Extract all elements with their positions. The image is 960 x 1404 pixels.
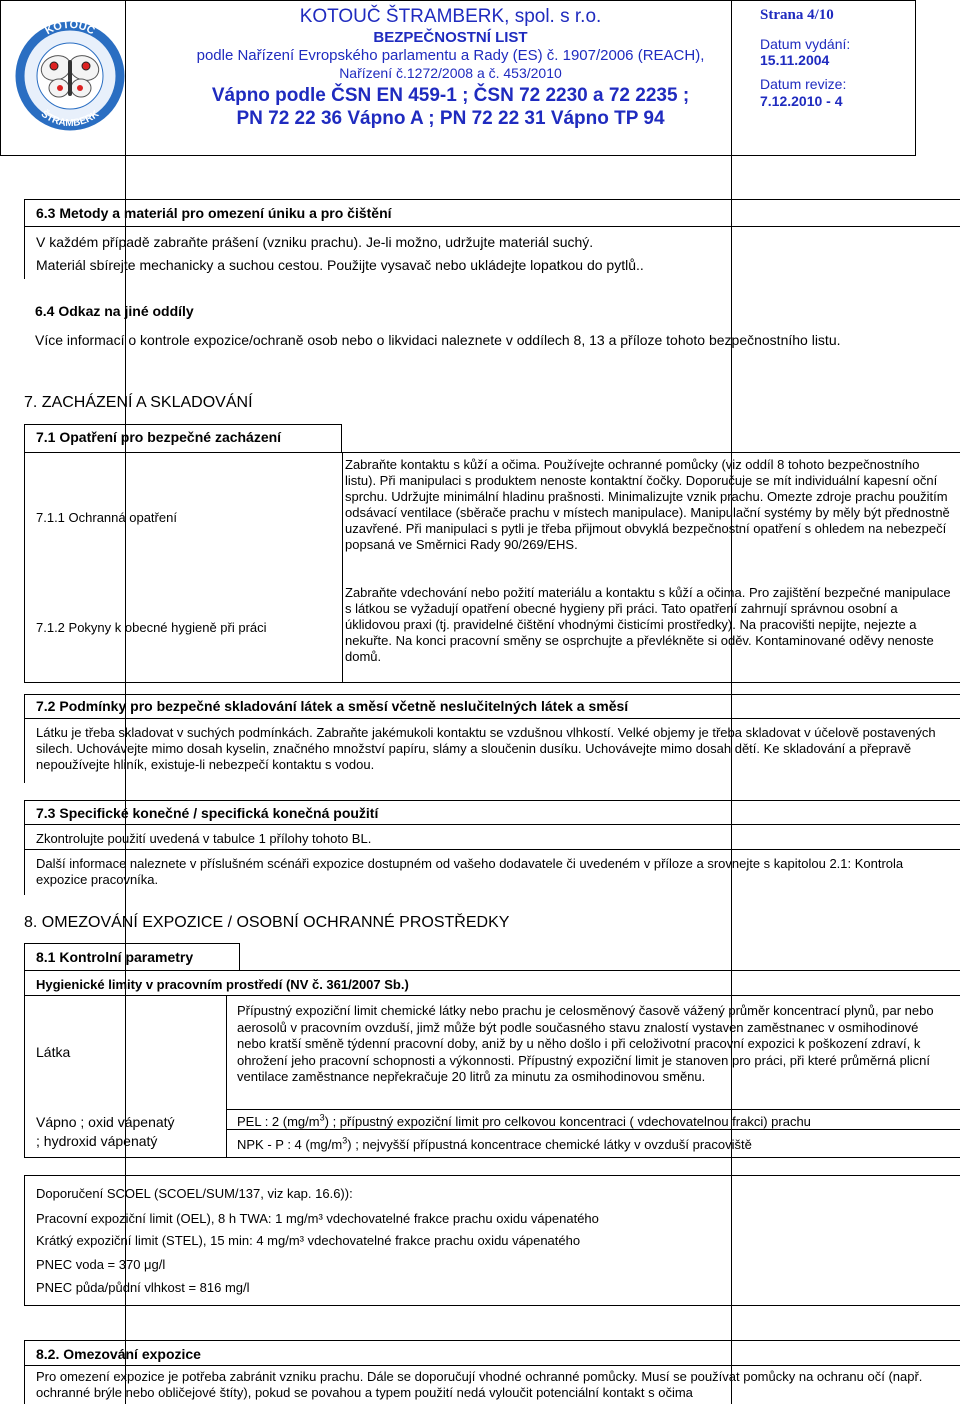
section-8-2-text: Pro omezení expozice je potřeba zabránit vzniku prachu. Dále se doporučují vhodné ochranné pomůcky. Musí se používat pomůcky na ochranu očí (např. ochranné brýle nebo obličejové štíty), pokud se povahou a typem použití nedá vyloučit potenciální kontakt s očima [36, 1369, 923, 1400]
section-7-3-text-2: Další informace naleznete v příslušném scénáři expozice dostupném od vašeho dodavatele či uvedeném v příloze a srovnejte s kapitolou 2.1: Kontrola expozice pracovníka. [36, 856, 904, 887]
section-7-2-body [24, 718, 960, 783]
substance-name-line-1: Vápno ; oxid vápenatý [36, 1114, 175, 1130]
scoel-line: Doporučení SCOEL (SCOEL/SUM/137, viz kap. 16.6)): [36, 1186, 353, 1201]
section-6-3-title-box [24, 199, 960, 227]
scoel-line: PNEC půda/půdní vlhkost = 816 mg/l [36, 1280, 250, 1295]
row-divider [25, 1365, 960, 1366]
substance-name-line-2: ; hydroxid vápenatý [36, 1133, 158, 1149]
npk-value: NPK - P : 4 $(mg/m^3)$ ; nejvyšší přípustná koncentrace chemické látky v ovzduší pracoviště [237, 1135, 752, 1152]
section-7-3-body-1 [24, 824, 960, 850]
scoel-line: Pracovní expoziční limit (OEL), 8 h TWA: 1 mg/m³ vdechovatelné frakce prachu oxidu vápenatého [36, 1211, 599, 1226]
scoel-box [24, 1175, 960, 1306]
section-6-3-line-1: V každém případě zabraňte prášení (vzniku prachu). Je-li možno, udržujte materiál suchý. [36, 234, 594, 250]
section-7-3-title-box [24, 800, 960, 825]
company-name: KOTOUČ ŠTRAMBERK, spol. s r.o. [299, 6, 602, 27]
column-header-substance: Látka [36, 1044, 71, 1060]
section-8-title: 8. OMEZOVÁNÍ EXPOZICE / OSOBNÍ OCHRANNÉ PROSTŘEDKY [24, 914, 510, 931]
scoel-line: Krátký expoziční limit (STEL), 15 min: 4 mg/m³ vdechovatelné frakce prachu oxidu vápenatého [36, 1233, 581, 1248]
limits-title-box [24, 970, 960, 996]
revision-date: 7.12.2010 - 4 [760, 93, 843, 109]
section-8-2-title: 8.2. Omezování expozice [36, 1346, 201, 1362]
section-7-1-title-box [24, 424, 342, 453]
section-7-3-body-2 [24, 849, 960, 895]
section-7-3-title: 7.3 Specifické konečné / specifická konečná použití [36, 805, 379, 821]
issue-date: 15.11.2004 [760, 52, 830, 68]
section-7-1-title: 7.1 Opatření pro bezpečné zacházení [36, 429, 282, 445]
column-divider [226, 996, 227, 1157]
section-7-1-table [24, 452, 960, 683]
product-line-2: PN 72 22 36 Vápno A ; PN 72 22 31 Vápno TP 94 [236, 108, 665, 129]
section-7-3-text-1: Zkontrolujte použití uvedená v tabulce 1 přílohy tohoto BL. [36, 831, 372, 846]
section-7-title: 7. ZACHÁZENÍ A SKLADOVÁNÍ [24, 394, 253, 411]
column-divider [342, 453, 343, 682]
limits-table [24, 995, 960, 1158]
pel-value: PEL : 2 $(mg/m^3)$ ; přípustný expoziční limit pro celkovou koncentraci ( vdechovatelnou frakci) prachu [237, 1112, 811, 1129]
document-type: BEZPEČNOSTNÍ LIST [373, 29, 528, 46]
issue-date-label: Datum vydání: [760, 36, 851, 52]
regulation-line-2: Nařízení č.1272/2008 a č. 453/2010 [339, 65, 562, 81]
limit-description: Přípustný expoziční limit chemické látky nebo prachu je celosměnový časově vážený průměr koncentrací plynů, par nebo aerosolů v pracovním ovzduší, jimž může být podle současného stavu znalostí vystaven zaměstnanec v osmihodinové nebo kratší směně týdenní pracovní doby, aniž by u něho došlo i při celoživotní pracovní expozici k poškození zdraví, k ohrožení jeho pracovní schopnosti a výkonnosti. Přípustný expoziční limit je stanoven pro práci, při které průměrná plicní ventilace zaměstnance nepřekračuje 20 litrů za minutu za osmihodinovou směnu. [237, 1003, 934, 1084]
section-8-1-title: 8.1 Kontrolní parametry [36, 949, 194, 965]
section-6-3-line-2: Materiál sbírejte mechanicky a suchou cestou. Použijte vysavač nebo ukládejte lopatkou do pytlů.. [36, 257, 644, 273]
section-8-1-title-box [24, 943, 240, 971]
company-logo [12, 8, 127, 146]
section-7-1-2-text: Zabraňte vdechování nebo požití materiálu a kontaktu s kůží a očima. Pro zajištění bezpečné manipulace s látkou se vyžadují opatření obecné hygieny při práci. Tato opatření zahrnují správnou osobní a úklidovou praxi (tj. pravidelné čištění vhodnými čisticími prostředky). Na pracovišti nepijte, nejezte a nekuřte. Na konci pracovní směny se osprchujte a převlékněte si oděv. Kontaminované oděvy nenoste domů. [345, 585, 951, 664]
section-6-3-title: 6.3 Metody a materiál pro omezení úniku a pro čištění [36, 205, 392, 221]
section-7-1-1-label: 7.1.1 Ochranná opatření [36, 510, 177, 525]
row-divider [226, 1109, 960, 1110]
section-6-4-text: Více informací o kontrole expozice/ochraně osob nebo o likvidaci naleznete v oddílech 8, 13 a příloze tohoto bezpečnostního listu. [35, 332, 841, 348]
limits-title: Hygienické limity v pracovním prostředí (NV č. 361/2007 Sb.) [36, 977, 409, 992]
section-6-4-title: 6.4 Odkaz na jiné oddíly [35, 303, 194, 319]
revision-date-label: Datum revize: [760, 76, 847, 92]
document-header [0, 0, 916, 156]
regulation-line-1: podle Nařízení Evropského parlamentu a Rady (ES) č. 1907/2006 (REACH), [196, 47, 705, 64]
section-7-1-1-text: Zabraňte kontaktu s kůží a očima. Používejte ochranné pomůcky (viz oddíl 8 tohoto bezpečnostního listu). Při manipulaci s produktem nenoste kontaktní čočky. Doporučuje se mít individuální kapesní oční sprchu. Udržujte minimální hladinu prašnosti. Minimalizujte vznik prachu. Omezte zdroje prachu použitím odsávací ventilace (sběrače prachu v místech manipulace). Manipulační systémy by měly být přednostně uzavřené. Při manipulaci s pytli je třeba přijmout obvyklá bezpečnostní opatření s ohledem na nebezpečí popsaná ve Směrnici Rady 90/269/EHS. [345, 457, 950, 552]
svg-text:KOTOUČ: KOTOUČ [43, 18, 97, 38]
section-7-2-text: Látku je třeba skladovat v suchých podmínkách. Zabraňte jakémukoli kontaktu se vzdušnou vlhkostí. Velké objemy je třeba skladovat v účelově postavených silech. Uchovávejte mimo dosah kyselin, značného množství papíru, slámy a sloučenin dusíku. Uchovávejte mimo dosah dětí. Ke skladování a přepravě nepoužívejte hliník, existuje-li nebezpečí kontaktu s vodou. [36, 725, 936, 772]
section-6-3-body [24, 226, 960, 279]
product-line-1: Vápno podle ČSN EN 459-1 ; ČSN 72 2230 a 72 2235 ; [211, 85, 690, 106]
section-7-2-title-box [24, 694, 960, 719]
svg-text:ŠTRAMBERK: ŠTRAMBERK [38, 108, 102, 130]
section-8-2-box [24, 1340, 960, 1404]
scoel-line: PNEC voda = 370 μg/l [36, 1257, 166, 1272]
section-7-1-2-label: 7.1.2 Pokyny k obecné hygieně při práci [36, 620, 267, 635]
page-number: Strana 4/10 [760, 7, 834, 23]
section-7-2-title: 7.2 Podmínky pro bezpečné skladování látek a směsí včetně neslučitelných látek a směsí [36, 698, 629, 714]
